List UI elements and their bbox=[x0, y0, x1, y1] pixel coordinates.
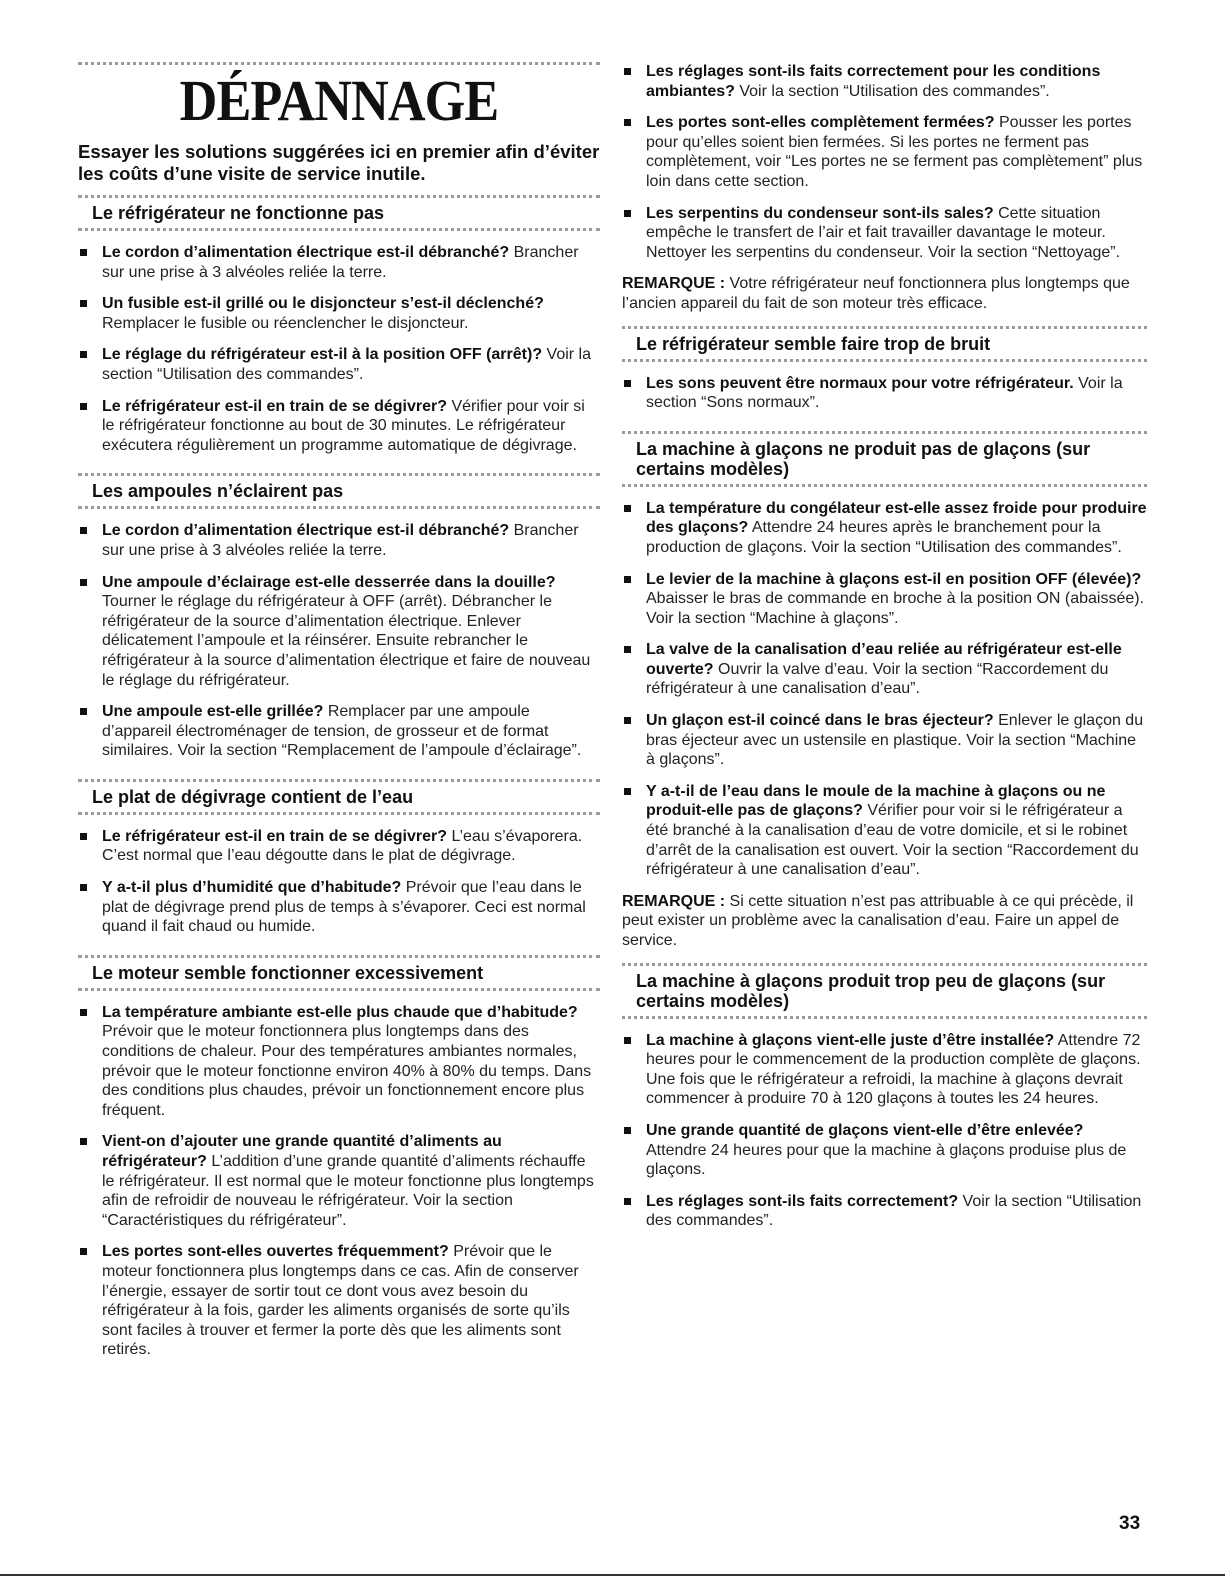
list-item bbox=[78, 397, 600, 456]
right-column bbox=[622, 62, 1147, 1243]
item-question: Une grande quantité de glaçons vient-elle d’être enlevée? bbox=[646, 1121, 1084, 1139]
note-text: Si cette situation n’est pas attribuable à ce qui précède, il peut exister un problème avec la canalisation d’eau. Faire un appel de service. bbox=[622, 892, 1134, 949]
item-question: Le réfrigérateur est-il en train de se dégivrer? bbox=[102, 397, 448, 415]
item-answer: Brancher sur une prise à 3 alvéoles reliée la terre. bbox=[102, 522, 579, 559]
note-paragraph bbox=[622, 274, 1147, 313]
bullet-icon bbox=[624, 1037, 631, 1044]
item-answer: Voir la section “Utilisation des commandes”. bbox=[102, 346, 592, 383]
item-question: Les réglages sont-ils faits correctement? bbox=[646, 1192, 959, 1210]
bullet-icon bbox=[80, 1138, 87, 1145]
item-answer: Ouvrir la valve d’eau. Voir la section “Raccordement du réfrigérateur à une canalisation d’eau”. bbox=[646, 660, 1109, 698]
list-item bbox=[622, 782, 1147, 880]
item-question: Un glaçon est-il coincé dans le bras éjecteur? bbox=[646, 712, 994, 730]
item-answer: Remplacer le fusible ou réenclencher le disjoncteur. bbox=[102, 314, 469, 332]
item-question: Une ampoule est-elle grillée? bbox=[102, 703, 324, 721]
list-item bbox=[622, 570, 1147, 629]
item-answer: Voir la section “Sons normaux”. bbox=[646, 374, 1123, 412]
note-text: Votre réfrigérateur neuf fonctionnera plus longtemps que l’ancien appareil du fait de son moteur très efficace. bbox=[622, 275, 1130, 312]
bullet-icon bbox=[624, 788, 631, 795]
bullet-icon bbox=[624, 576, 631, 583]
item-question: Les sons peuvent être normaux pour votre réfrigérateur. bbox=[646, 374, 1074, 392]
item-question: Les portes sont-elles complètement fermées? bbox=[646, 114, 995, 132]
item-answer: Attendre 72 heures pour le commencement de la production complète de glaçons. Une fois que le réfrigérateur a refroidi, la machine à glaçons devrait commencer à produire 70 à 120 glaçons à toutes les 24 heures. bbox=[646, 1031, 1141, 1108]
list-item bbox=[622, 62, 1147, 101]
item-question: Vient-on d’ajouter une grande quantité d’aliments au réfrigérateur? bbox=[102, 1133, 502, 1170]
bullet-icon bbox=[624, 210, 631, 217]
list-item bbox=[622, 499, 1147, 558]
item-question: La valve de la canalisation d’eau reliée au réfrigérateur est-elle ouverte? bbox=[646, 641, 1122, 678]
item-answer: Attendre 24 heures pour que la machine à glaçons produise plus de glaçons. bbox=[646, 1141, 1127, 1179]
bullet-icon bbox=[80, 527, 87, 534]
item-answer: L’eau s’évaporera. C’est normal que l’eau dégoutte dans le plat de dégivrage. bbox=[102, 827, 583, 865]
bullet-icon bbox=[80, 579, 87, 586]
item-question: Le réfrigérateur est-il en train de se dégivrer? bbox=[102, 827, 448, 845]
list-item bbox=[622, 1031, 1147, 1109]
item-question: Y a-t-il de l’eau dans le moule de la machine à glaçons ou ne produit-elle pas de glaçons? bbox=[646, 782, 1106, 820]
section-heading: Le plat de dégivrage contient de l’eau bbox=[78, 779, 600, 815]
list-item bbox=[622, 1192, 1147, 1231]
bullet-icon bbox=[624, 717, 631, 724]
list-item bbox=[622, 204, 1147, 263]
section-heading: La machine à glaçons produit trop peu de glaçons (sur certains modèles) bbox=[622, 963, 1147, 1019]
bullet-icon bbox=[80, 403, 87, 410]
list-item bbox=[622, 113, 1147, 191]
section-heading: Le réfrigérateur ne fonctionne pas bbox=[78, 195, 600, 231]
item-answer: Prévoir que le moteur fonctionnera plus longtemps dans des conditions de chaleur. Pour des températures ambiantes normales, prévoir que le moteur fonctionne environ 40% à 80% du temps. Dans des conditions plus chaudes, prévoir un fonctionnement encore plus fréquent. bbox=[102, 1023, 592, 1119]
item-question: Les serpentins du condenseur sont-ils sales? bbox=[646, 204, 994, 222]
item-answer: Remplacer par une ampoule d’appareil électroménager de tension, de grosseur et de format similaires. Voir la section “Remplacement de l’ampoule d’éclairage”. bbox=[102, 703, 582, 760]
intro-text: Essayer les solutions suggérées ici en premier afin d’éviter les coûts d’une visite de service inutile. bbox=[78, 141, 600, 184]
note-label: REMARQUE : bbox=[622, 275, 726, 293]
list-item bbox=[78, 1132, 600, 1230]
list-item bbox=[78, 573, 600, 691]
item-answer: Vérifier pour voir si le réfrigérateur a été branché à la canalisation d’eau de votre domicile, et si le robinet d’arrêt de la canalisation est ouvert. Voir la section “Raccordement du réfrigérateur à une canalisation d’eau”. bbox=[646, 802, 1139, 879]
bullet-icon bbox=[624, 119, 631, 126]
bullet-icon bbox=[624, 505, 631, 512]
item-question: Les réglages sont-ils faits correctement pour les conditions ambiantes? bbox=[646, 63, 1101, 100]
title-rule bbox=[78, 62, 600, 65]
list-item bbox=[78, 345, 600, 384]
item-answer: Vérifier pour voir si le réfrigérateur fonctionne au bout de 30 minutes. Le réfrigérateur exécutera régulièrement un programme automatique de dégivrage. bbox=[102, 397, 585, 454]
bottom-rule bbox=[0, 1574, 1225, 1576]
list-item bbox=[78, 1003, 600, 1121]
note-label: REMARQUE : bbox=[622, 892, 726, 910]
bullet-icon bbox=[624, 1198, 631, 1205]
bullet-icon bbox=[624, 646, 631, 653]
item-question: La température ambiante est-elle plus chaude que d’habitude? bbox=[102, 1003, 578, 1021]
bullet-icon bbox=[80, 833, 87, 840]
bullet-icon bbox=[624, 68, 631, 75]
list-item bbox=[78, 521, 600, 560]
item-answer: Enlever le glaçon du bras éjecteur avec un ustensile en plastique. Voir la section “Machine à glaçons”. bbox=[646, 712, 1144, 769]
item-question: Le cordon d’alimentation électrique est-il débranché? bbox=[102, 244, 510, 261]
bullet-icon bbox=[80, 1248, 87, 1255]
item-question: La température du congélateur est-elle assez froide pour produire des glaçons? bbox=[646, 499, 1147, 537]
list-item bbox=[622, 711, 1147, 770]
list-item bbox=[622, 640, 1147, 699]
item-answer: L’addition d’une grande quantité d’aliments réchauffe le réfrigérateur. Il est normal que le moteur fonctionne plus longtemps afin de refroidir de nouveau le réfrigérateur. Voir la section “Caractéristiques du réfrigérateur”. bbox=[102, 1153, 594, 1229]
item-answer: Voir la section “Utilisation des commandes”. bbox=[646, 1192, 1142, 1230]
list-item bbox=[78, 827, 600, 866]
item-answer: Prévoir que le moteur fonctionnera plus longtemps dans ce cas. Afin de conserver l’énergie, essayer de sortir tout ce dont vous avez besoin du réfrigérateur à la fois, garder les aliments organisés de sorte qu’ils sont faciles à trouver et fermer la porte dès que les aliments sont retirés. bbox=[102, 1243, 579, 1359]
list-item bbox=[78, 702, 600, 761]
item-question: Le levier de la machine à glaçons est-il en position OFF (élevée)? bbox=[646, 570, 1142, 588]
item-answer: Pousser les portes pour qu’elles soient bien fermées. Si les portes ne ferment pas complètement, voir “Les portes ne se ferment pas complètement” plus loin dans cette section. bbox=[646, 114, 1143, 190]
item-question: Le cordon d’alimentation électrique est-il débranché? bbox=[102, 522, 510, 540]
bullet-icon bbox=[80, 300, 87, 307]
list-item bbox=[78, 878, 600, 937]
item-answer: Voir la section “Utilisation des commandes”. bbox=[734, 82, 1050, 100]
item-answer: Cette situation empêche le transfert de l’air et fait travailler davantage le moteur. Nettoyer les serpentins du condenseur. Voir la section “Nettoyage”. bbox=[646, 204, 1121, 261]
list-item bbox=[78, 294, 600, 333]
item-question: Un fusible est-il grillé ou le disjoncteur s’est-il déclenché? bbox=[102, 295, 544, 313]
item-answer: Prévoir que l’eau dans le plat de dégivrage prend plus de temps à s’évaporer. Ceci est normal quand il fait chaud ou humide. bbox=[102, 879, 586, 936]
section-heading: Le moteur semble fonctionner excessivement bbox=[78, 955, 600, 991]
item-question: Y a-t-il plus d’humidité que d’habitude? bbox=[102, 879, 402, 897]
section-heading: La machine à glaçons ne produit pas de glaçons (sur certains modèles) bbox=[622, 431, 1147, 487]
bullet-icon bbox=[80, 884, 87, 891]
item-question: Les portes sont-elles ouvertes fréquemment? bbox=[102, 1243, 449, 1261]
bullet-icon bbox=[624, 380, 631, 387]
bullet-icon bbox=[80, 249, 87, 256]
page-title: DÉPANNAGE bbox=[179, 68, 499, 133]
item-question: La machine à glaçons vient-elle juste d’être installée? bbox=[646, 1031, 1055, 1049]
section-heading: Le réfrigérateur semble faire trop de bruit bbox=[622, 326, 1147, 362]
item-answer: Abaisser le bras de commande en broche à la position ON (abaissée). Voir la section “Machine à glaçons”. bbox=[646, 590, 1145, 627]
list-item bbox=[78, 243, 600, 282]
item-question: Une ampoule d’éclairage est-elle desserrée dans la douille? bbox=[102, 573, 556, 591]
list-item bbox=[78, 1242, 600, 1360]
item-question: Le réglage du réfrigérateur est-il à la position OFF (arrêt)? bbox=[102, 346, 543, 364]
list-item bbox=[622, 374, 1147, 413]
bullet-icon bbox=[624, 1127, 631, 1134]
left-column bbox=[78, 62, 600, 1372]
bullet-icon bbox=[80, 351, 87, 358]
list-item bbox=[622, 1121, 1147, 1180]
bullet-icon bbox=[80, 1009, 87, 1016]
bullet-icon bbox=[80, 708, 87, 715]
item-answer: Attendre 24 heures après le branchement pour la production de glaçons. Voir la section “Utilisation des commandes”. bbox=[646, 519, 1122, 556]
page-number: 33 bbox=[1119, 1513, 1141, 1534]
section-heading: Les ampoules n’éclairent pas bbox=[78, 473, 600, 509]
item-answer: Brancher sur une prise à 3 alvéoles reliée la terre. bbox=[102, 244, 579, 281]
note-paragraph bbox=[622, 892, 1147, 951]
item-answer: Tourner le réglage du réfrigérateur à OFF (arrêt). Débrancher le réfrigérateur de la source d’alimentation électrique. Enlever délicatement l’ampoule et la réinsérer. Ensuite rebrancher le réfrigérateur à la source d’alimentation électrique et faire de nouveau le réglage du réfrigérateur. bbox=[102, 593, 591, 689]
